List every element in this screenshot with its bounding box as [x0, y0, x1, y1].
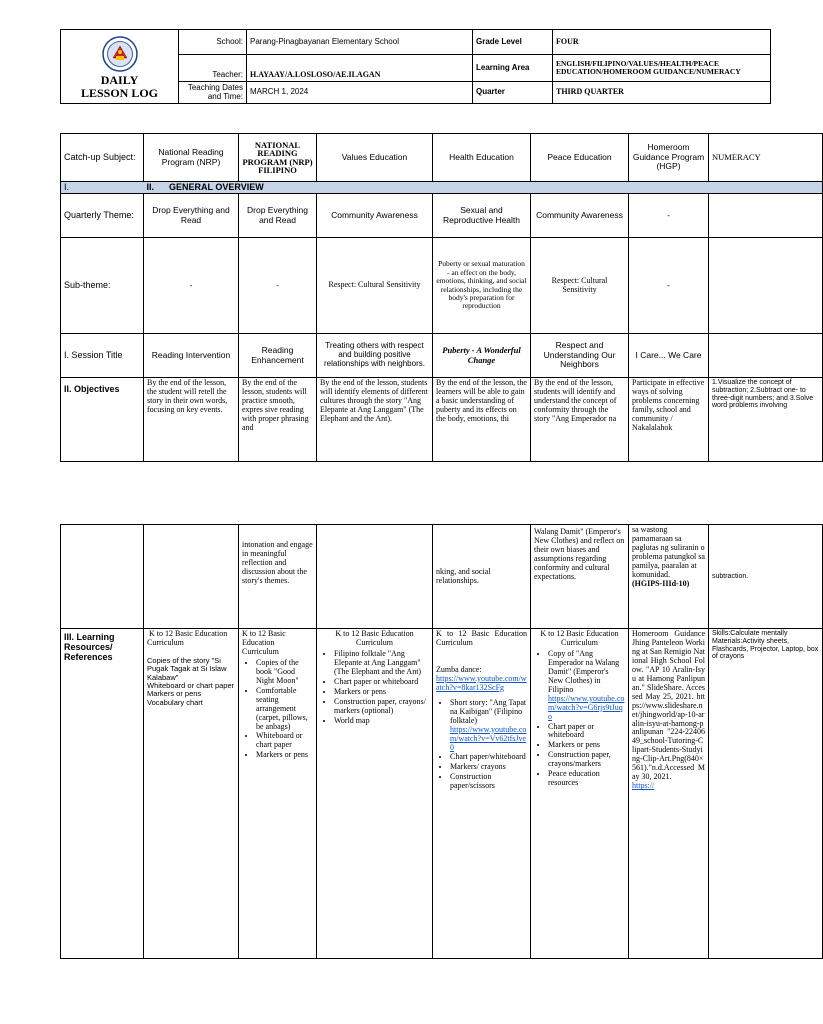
resources-homeroom-text: Homeroom Guidance Jhing Panteleon Working at San Remigio National High School Folow. "AP 10 Aralin-Isyu at Hamong Panlipunan." SlideShare. Accessed May 25, 2021. https://www.slideshare.net/jhingworld/ap-10-aralin-isyu-at-hamong-panlipunan "224-2240649_school-Tutoring-Clipart-Students-Studying-Clip-Art.Png(840×561)."n.d.Accessed May 30, 2021.: [632, 629, 705, 782]
resources-health-list: [436, 699, 527, 792]
resources-filipino-list: [242, 659, 313, 760]
cont-homeroom-code: (HGIPS-IIId-10): [632, 578, 690, 588]
theme-health: Sexual and Reproductive Health: [433, 194, 531, 238]
list-item: [450, 699, 527, 753]
list-item: [548, 650, 625, 722]
resources-nrp: [144, 629, 239, 959]
resources-peace: [531, 629, 629, 959]
resources-nrp-item: Markers or pens: [147, 689, 202, 699]
resources-homeroom: [629, 629, 709, 959]
teacher-label: Teacher:: [179, 55, 247, 82]
subject-nrp: National Reading Program (NRP): [144, 134, 239, 182]
resources-filipino-curriculum: K to 12 Basic Education Curriculum: [242, 629, 286, 656]
subtheme-values: Respect: Cultural Sensitivity: [317, 238, 433, 334]
list-item: • Whiteboard or chart paper: [256, 732, 313, 750]
section-general-overview: II. GENERAL OVERVIEW: [144, 182, 823, 194]
cont-homeroom-text: sa wastong pamamaraan sa paglutas ng suliranin o problema patungkol sa pamilya, paaralan at komunidad.: [632, 525, 705, 579]
resources-peace-curriculum: K to 12 Basic Education Curriculum: [540, 629, 619, 647]
resources-nrp-item: Copies of the story "Si Pugak Tagak at Si Islaw Kalabaw": [147, 655, 227, 682]
header-table: [60, 29, 771, 104]
lesson-table-part1: [60, 133, 823, 462]
session-nrp: Reading Intervention: [144, 334, 239, 378]
list-item: • Peace education resources: [548, 770, 625, 788]
session-nrp-filipino: Reading Enhancement: [239, 334, 317, 378]
theme-values: Community Awareness: [317, 194, 433, 238]
grade-level-value: FOUR: [553, 30, 771, 55]
list-item: • Filipino folktale "Ang Elepante at Ang Langgam" (The Elephant and the Ant): [334, 650, 429, 677]
subtheme-numeracy: [709, 238, 823, 334]
homeroom-reference-link[interactable]: https://: [632, 781, 655, 791]
learning-area-label: Learning Area: [473, 55, 553, 82]
list-item: • Construction paper, crayons/markers: [548, 751, 625, 769]
log-title: DAILY LESSON LOG: [80, 72, 159, 100]
resources-nrp-curriculum: K to 12 Basic Education Curriculum: [147, 629, 230, 647]
list-item: • Markers or pens: [256, 751, 313, 760]
school-label: School:: [179, 30, 247, 55]
theme-numeracy: [709, 194, 823, 238]
subject-peace-education: Peace Education: [531, 134, 629, 182]
cont-peace: Walang Damit" (Emperor's New Clothes) and reflect on their own biases and assumptions regarding conformity and cultural expectations.: [531, 525, 629, 629]
section-number: I.: [61, 182, 144, 194]
grade-level-label: Grade Level: [473, 30, 553, 55]
resources-peace-list: [534, 650, 625, 788]
theme-nrp: Drop Everything and Read: [144, 194, 239, 238]
quarter-value: THIRD QUARTER: [553, 82, 771, 104]
school-value: Parang-Pinagbayanan Elementary School: [247, 30, 473, 55]
short-story-video-link[interactable]: https://www.youtube.com/watch?v=Vv62tfsJve0: [450, 724, 527, 752]
subtheme-nrp-filipino: -: [239, 238, 317, 334]
subtheme-nrp: -: [144, 238, 239, 334]
subtheme-peace: Respect: Cultural Sensitivity: [531, 238, 629, 334]
teaching-dates-value: MARCH 1, 2024: [247, 82, 473, 104]
cont-nrp: [144, 525, 239, 629]
subtheme-homeroom: -: [629, 238, 709, 334]
short-story-text: Short story: "Ang Tapat na Kaibigan" (Filipino folktale): [450, 697, 527, 725]
session-numeracy: [709, 334, 823, 378]
subject-numeracy: NUMERACY: [709, 134, 823, 182]
resources-health-curriculum: K to 12 Basic Education Curriculum: [436, 629, 527, 647]
list-item: • Markers or pens: [334, 688, 429, 697]
quarter-label: Quarter: [473, 82, 553, 104]
session-peace: Respect and Understanding Our Neighbors: [531, 334, 629, 378]
list-item: • Comfortable seating arrangement (carpet, pillows, be anbags): [256, 687, 313, 732]
objective-homeroom: Participate in effective ways of solving problems concerning family, school and community / Nakalalahok: [629, 378, 709, 462]
objective-values: By the end of the lesson, students will identify elements of different cultures through the story "Ang Elepante at Ang Langgam" (The Elephant and the Ant).: [317, 378, 433, 462]
teacher-value: H.AYAAY/A.LOSLOSO/AE.ILAGAN: [247, 55, 473, 82]
zumba-video-link[interactable]: https://www.youtube.com/watch?v=8kar132ScFg: [436, 673, 527, 692]
resources-values-list: [320, 650, 429, 726]
resources-nrp-item: Vocabulary chart: [147, 697, 203, 707]
deped-seal: [102, 36, 138, 72]
session-health: Puberty - A Wonderful Change: [433, 334, 531, 378]
lesson-table-part2: [60, 524, 823, 959]
cont-label: [61, 525, 144, 629]
list-item: • Chart paper or whiteboard: [334, 678, 429, 687]
list-item: • Construction paper, crayons/ markers (optional): [334, 698, 429, 716]
peace-copy-text: Copy of "Ang Emperador na Walang Damit" (Emperor's New Clothes) in Filipino: [548, 648, 620, 694]
sub-theme-label: Sub-theme:: [61, 238, 144, 334]
theme-homeroom: -: [629, 194, 709, 238]
session-title-label: I. Session Title: [61, 334, 144, 378]
subject-values-education: Values Education: [317, 134, 433, 182]
list-item: • Markers or pens: [548, 741, 625, 750]
teaching-dates-label: Teaching Dates and Time:: [179, 82, 247, 104]
learning-area-value: ENGLISH/FILIPINO/VALUES/HEALTH/PEACE EDUCATION/HOMEROOM GUIDANCE/NUMERACY: [553, 55, 771, 82]
resources-health-zumba: Zumba dance:: [436, 664, 482, 674]
subject-nrp-filipino: NATIONAL READING PROGRAM (NRP) FILIPINO: [239, 134, 317, 182]
cont-values: [317, 525, 433, 629]
subject-health-education: Health Education: [433, 134, 531, 182]
cont-health: nking, and social relationships.: [433, 525, 531, 629]
resources-nrp-filipino: [239, 629, 317, 959]
theme-nrp-filipino: Drop Everything and Read: [239, 194, 317, 238]
quarterly-theme-label: Quarterly Theme:: [61, 194, 144, 238]
objective-numeracy: 1.Visualize the concept of subtraction; 2.Subtract one- to three-digit numbers; and 3.Solve word problems involving: [709, 378, 823, 462]
resources-values: [317, 629, 433, 959]
list-item: • Markers/ crayons: [450, 763, 527, 772]
subject-homeroom-guidance: Homeroom Guidance Program (HGP): [629, 134, 709, 182]
objective-peace: By the end of the lesson, students will identify and understand the concept of conformity through the story "Ang Emperador na: [531, 378, 629, 462]
resources-numeracy: Skills:Calculate mentally Materials:Activity sheets, Flashcards, Projector, Laptop, box of crayons: [709, 629, 823, 959]
catch-up-subject-label: Catch-up Subject:: [61, 134, 144, 182]
list-item: • Copies of the book "Good Night Moon": [256, 659, 313, 686]
subtheme-health: Puberty or sexual maturation - an effect on the body, emotions, thinking, and social relationships, including the body's preparation for reproduction: [433, 238, 531, 334]
objective-nrp-filipino: By the end of the lesson, students will practice smooth, expres sive reading with proper phrasing and: [239, 378, 317, 462]
list-item: • Chart paper or whiteboard: [548, 723, 625, 741]
list-item: • World map: [334, 717, 429, 726]
resources-nrp-item: Whiteboard or chart paper: [147, 681, 235, 691]
theme-peace: Community Awareness: [531, 194, 629, 238]
session-values: Treating others with respect and building positive relationships with neighbors.: [317, 334, 433, 378]
emperor-video-link[interactable]: https://www.youtube.com/watch?v=G6rjs9tJuqo: [548, 693, 625, 721]
cont-homeroom: [629, 525, 709, 629]
cont-nrp-filipino: intonation and engage in meaningful reflection and discussion about the story's themes.: [239, 525, 317, 629]
resources-values-curriculum: K to 12 Basic Education Curriculum: [335, 629, 414, 647]
header-logo-cell: [61, 30, 179, 104]
cont-numeracy: subtraction.: [709, 525, 823, 629]
session-homeroom: I Care... We Care: [629, 334, 709, 378]
deped-seal-icon: [102, 36, 138, 72]
learning-resources-label: III. Learning Resources/ References: [61, 629, 144, 959]
objective-health: By the end of the lesson, the learners will be able to gain a basic understanding of puberty and its effects on the body, emotions, thi: [433, 378, 531, 462]
list-item: • Construction paper/scissors: [450, 773, 527, 791]
objectives-label: II. Objectives: [61, 378, 144, 462]
resources-health: [433, 629, 531, 959]
objective-nrp: By the end of the lesson, the student will retell the story in their own words, focusing on key events.: [144, 378, 239, 462]
list-item: • Chart paper/whiteboard: [450, 753, 527, 762]
